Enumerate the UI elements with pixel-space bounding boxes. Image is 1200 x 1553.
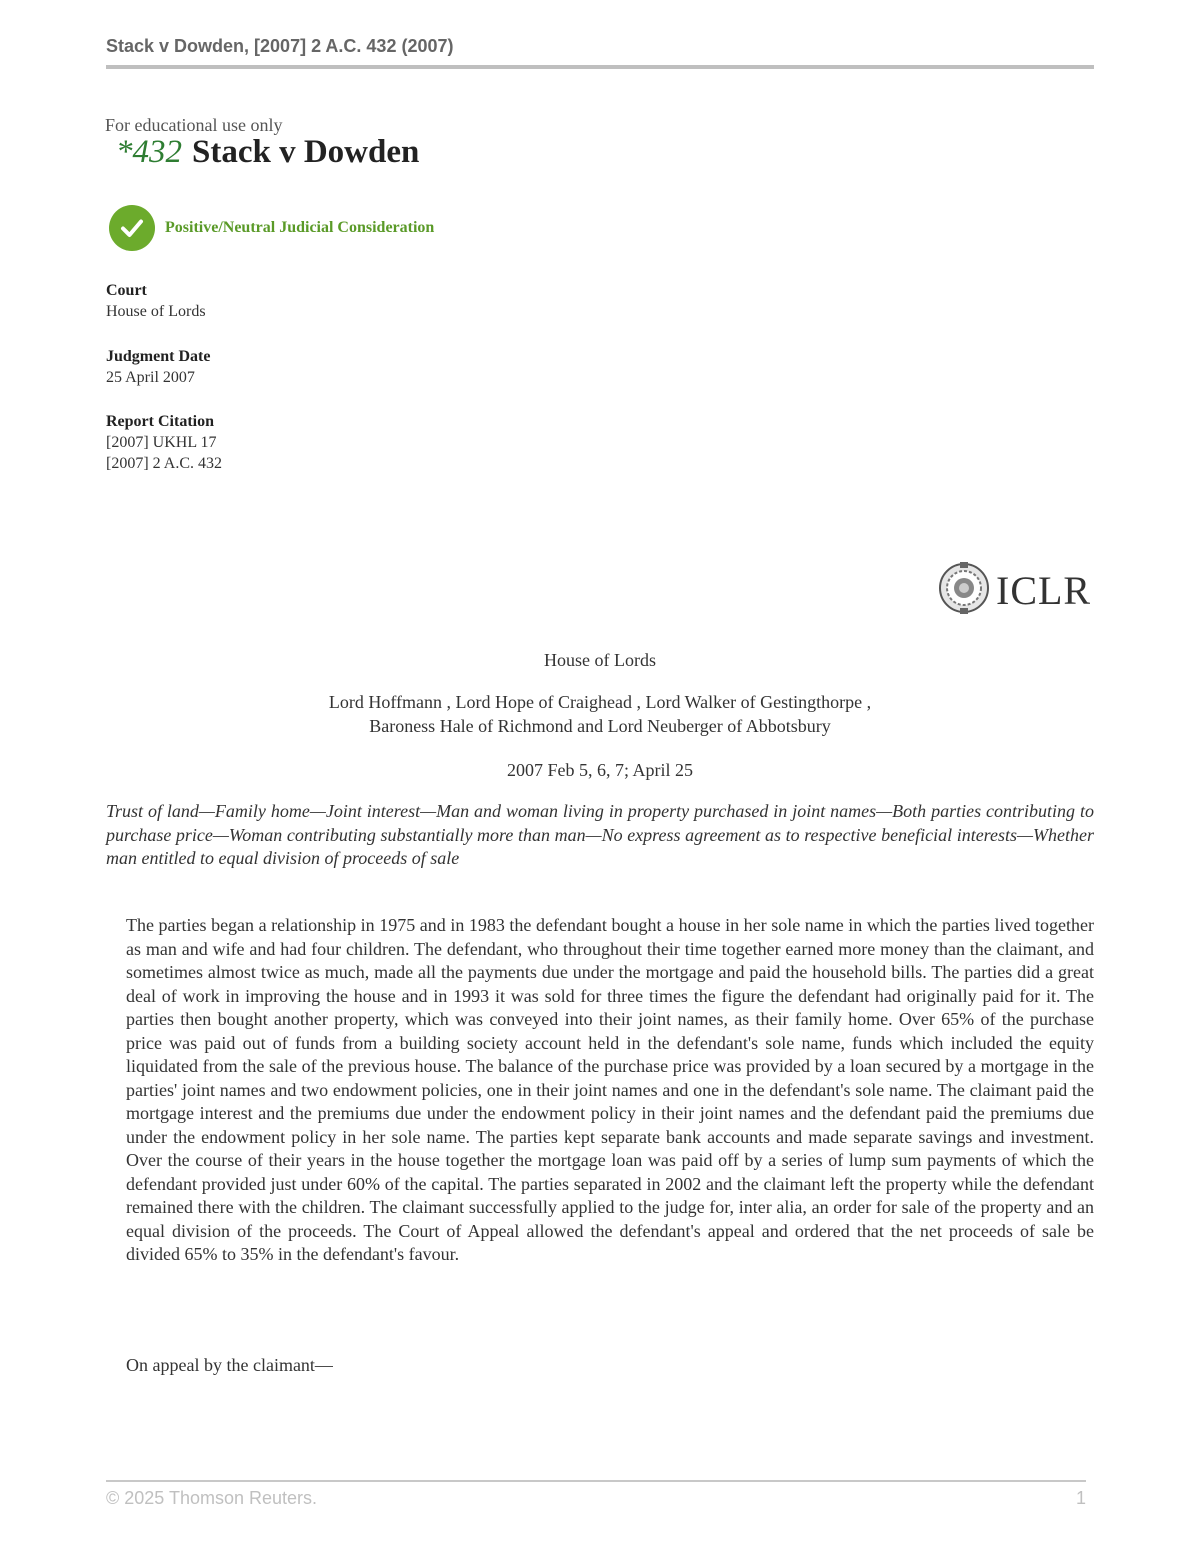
treatment-label: Positive/Neutral Judicial Consideration bbox=[165, 219, 435, 236]
star-page-marker: *432 bbox=[116, 134, 182, 170]
judgment-date-label: Judgment Date bbox=[106, 348, 211, 365]
report-citation-label: Report Citation bbox=[106, 413, 214, 430]
iclr-logo bbox=[938, 560, 1091, 621]
appeal-line: On appeal by the claimant— bbox=[126, 1355, 333, 1375]
judgment-date-field bbox=[106, 346, 210, 388]
case-title-block bbox=[116, 134, 419, 171]
citation-ac: [2007] 2 A.C. 432 bbox=[106, 455, 222, 472]
check-circle-icon bbox=[109, 205, 155, 251]
iclr-seal-icon bbox=[938, 560, 990, 621]
iclr-logo-text: ICLR bbox=[996, 568, 1092, 613]
hearing-dates: 2007 Feb 5, 6, 7; April 25 bbox=[506, 760, 693, 780]
court-label: Court bbox=[106, 282, 147, 299]
running-header: Stack v Dowden, [2007] 2 A.C. 432 (2007) bbox=[106, 36, 454, 56]
judges-line-1: Lord Hoffmann , Lord Hope of Craighead , Lord Walker of Gestingthorpe , bbox=[328, 692, 872, 712]
treatment-badge[interactable] bbox=[109, 205, 434, 251]
judges-line-2: Baroness Hale of Richmond and Lord Neuberger of Abbotsbury bbox=[369, 716, 831, 736]
header-divider bbox=[106, 65, 1094, 69]
footer-divider bbox=[106, 1480, 1086, 1482]
report-citation-field bbox=[106, 411, 222, 474]
headnote-paragraph: The parties began a relationship in 1975 and in 1983 the defendant bought a house in her sole name in which the parties lived together as man and wife and had four children. The defendant, who throughout their time together earned more money than the claimant, and sometimes almost twice as much, made all the payments due under the mortgage and paid the household bills. The parties did a great deal of work in improving the house and in 1993 it was sold for three times the figure the defendant had originally paid for it. The parties then bought another property, which was conveyed into their joint names, as their family home. Over 65% of the purchase price was paid out of funds from a building society account held in the defendant's sole name, funds which included the equity liquidated from the sale of the previous house. The balance of the purchase price was provided by a loan secured by a mortgage in the parties' joint names and two endowment policies, one in their joint names and one in the defendant's sole name. The claimant paid the mortgage interest and the premiums due under the endowment policy in their joint names and the defendant paid the premiums due under the endowment policy in her sole name. The parties kept separate bank accounts and made separate savings and investment. Over the course of their years in the house together the mortgage loan was paid off by a series of lump sum payments of which the defendant provided just under 60% of the capital. The parties separated in 2002 and the claimant left the property while the defendant remained there with the children. The claimant successfully applied to the judge for, inter alia, an order for sale of the property and an equal division of the proceeds. The Court of Appeal allowed the defendant's appeal and ordered that the net proceeds of sale be divided 65% to 35% in the defendant's favour. bbox=[126, 915, 1094, 1264]
educational-use-note: For educational use only bbox=[105, 115, 283, 135]
judgment-date-value: 25 April 2007 bbox=[106, 369, 195, 386]
citation-ukhl: [2007] UKHL 17 bbox=[106, 434, 217, 451]
catchwords: Trust of land—Family home—Joint interest—Man and woman living in property purchased in joint names—Both parties contributing to purchase price—Woman contributing substantially more than man—No express agreement as to respective beneficial interests—Whether man entitled to equal division of proceeds of sale bbox=[106, 801, 1094, 868]
court-heading: House of Lords bbox=[544, 650, 656, 670]
footer-copyright: © 2025 Thomson Reuters. bbox=[106, 1488, 318, 1508]
court-field bbox=[106, 280, 206, 322]
footer-page-number: 1 bbox=[1075, 1488, 1086, 1508]
case-title: Stack v Dowden bbox=[192, 134, 420, 170]
court-value: House of Lords bbox=[106, 303, 206, 320]
